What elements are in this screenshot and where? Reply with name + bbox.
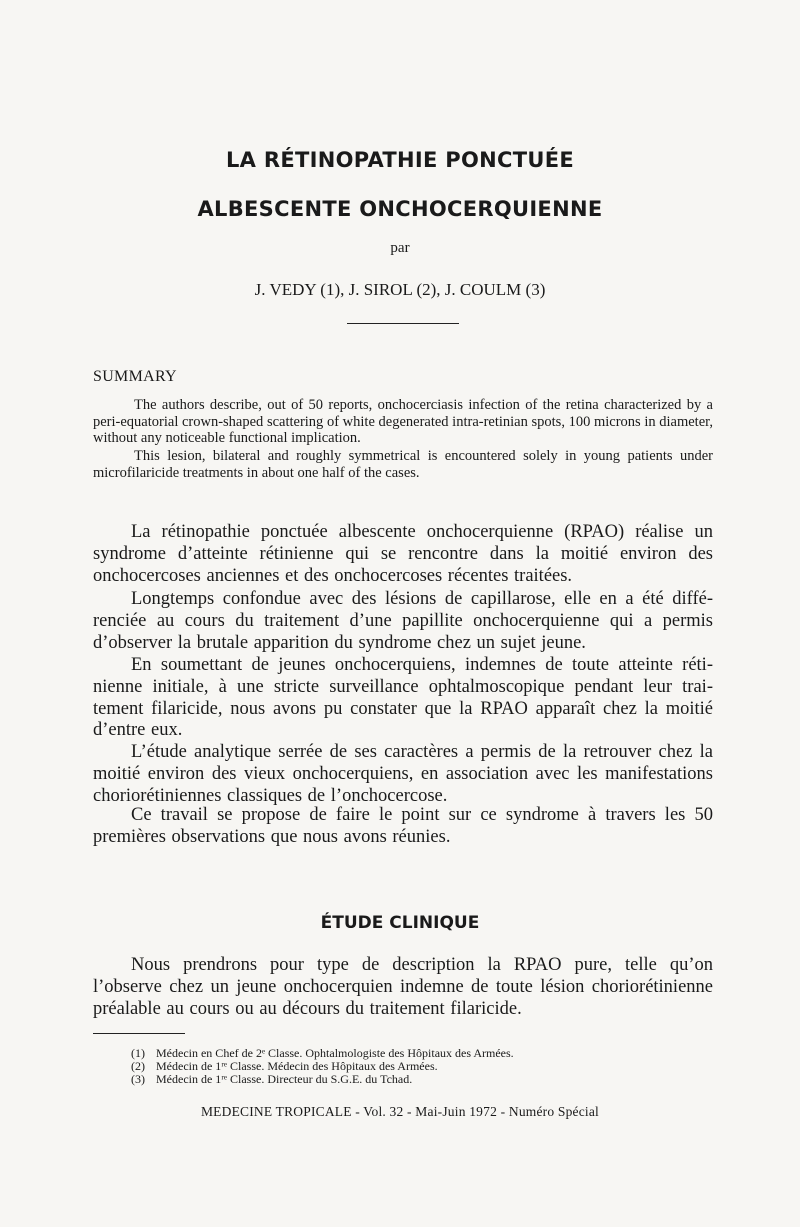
footnote-number: (1) (131, 1046, 145, 1060)
footnote-text: Médecin de 1ʳᵉ Classe. Directeur du S.G.E. du Tchad. (156, 1072, 413, 1086)
article-title-line-1: LA RÉTINOPATHIE PONCTUÉE (226, 148, 574, 172)
summary-heading: SUMMARY (93, 368, 177, 385)
body-paragraph-5: Ce travail se propose de faire le point sur ce syndrome à travers les 50 premières observations que nous avons réunies. (93, 805, 713, 847)
body-paragraph-4: L’étude analytique serrée de ses caractères a permis de la retrouver chez la moitié environ des vieux onchocerquiens, en association avec les manifestations choriorétiniennes classiques de l’onchocercose. (93, 742, 713, 806)
footnote-number: (2) (131, 1059, 145, 1073)
body-paragraph-3: En soumettant de jeunes onchocerquiens, indemnes de toute atteinte rétinienne initiale, à une stricte surveillance ophtalmoscopique pendant leur traitement filaricide, nous avons pu constater que la RPAO apparaît chez la moitié d’entre eux. (93, 655, 713, 741)
section-heading: ÉTUDE CLINIQUE (320, 913, 480, 933)
article-title-line-2: ALBESCENTE ONCHOCERQUIENNE (197, 197, 603, 221)
title-divider (347, 323, 459, 324)
footnote-3 (131, 1072, 412, 1086)
footnote-text: Médecin en Chef de 2ᵉ Classe. Ophtalmologiste des Hôpitaux des Armées. (156, 1046, 514, 1060)
body-paragraph-2: Longtemps confondue avec des lésions de capillarose, elle en a été différenciée au cours du traitement d’une papillite onchocerquienne qui a permis d’observer la brutale apparition du syndrome chez un sujet jeune. (93, 589, 713, 653)
footnote-2 (131, 1059, 438, 1073)
summary-paragraph-1: The authors describe, out of 50 reports, onchocerciasis infection of the retina characterized by a peri-equatorial crown-shaped scattering of white degenerated intra-retinian spots, 100 microns in diameter, without any noticeable functional implication. (93, 397, 713, 446)
byline-par: par (390, 240, 410, 256)
summary-paragraph-2: This lesion, bilateral and roughly symmetrical is encountered solely in young patients under microfilaricide treatments in about one half of the cases. (93, 448, 713, 481)
footnote-divider (93, 1033, 185, 1034)
section-paragraph-1: Nous prendrons pour type de description la RPAO pure, telle qu’on l’observe chez un jeune onchocerquien indemne de toute lésion choriorétinienne préalable au cours ou au décours du traitement filaricide. (93, 955, 713, 1019)
author-list: J. VEDY (1), J. SIROL (2), J. COULM (3) (254, 280, 546, 299)
journal-footer: MEDECINE TROPICALE - Vol. 32 - Mai-Juin 1972 - Numéro Spécial (200, 1104, 600, 1119)
footnote-text: Médecin de 1ʳᵉ Classe. Médecin des Hôpitaux des Armées. (156, 1059, 438, 1073)
footnote-number: (3) (131, 1072, 145, 1086)
footnote-1 (131, 1046, 514, 1060)
body-paragraph-1: La rétinopathie ponctuée albescente onchocerquienne (RPAO) réalise un syndrome d’atteinte rétinienne qui se rencontre dans la moitié environ des onchocercoses anciennes et des onchocercoses récentes traitées. (93, 522, 713, 586)
